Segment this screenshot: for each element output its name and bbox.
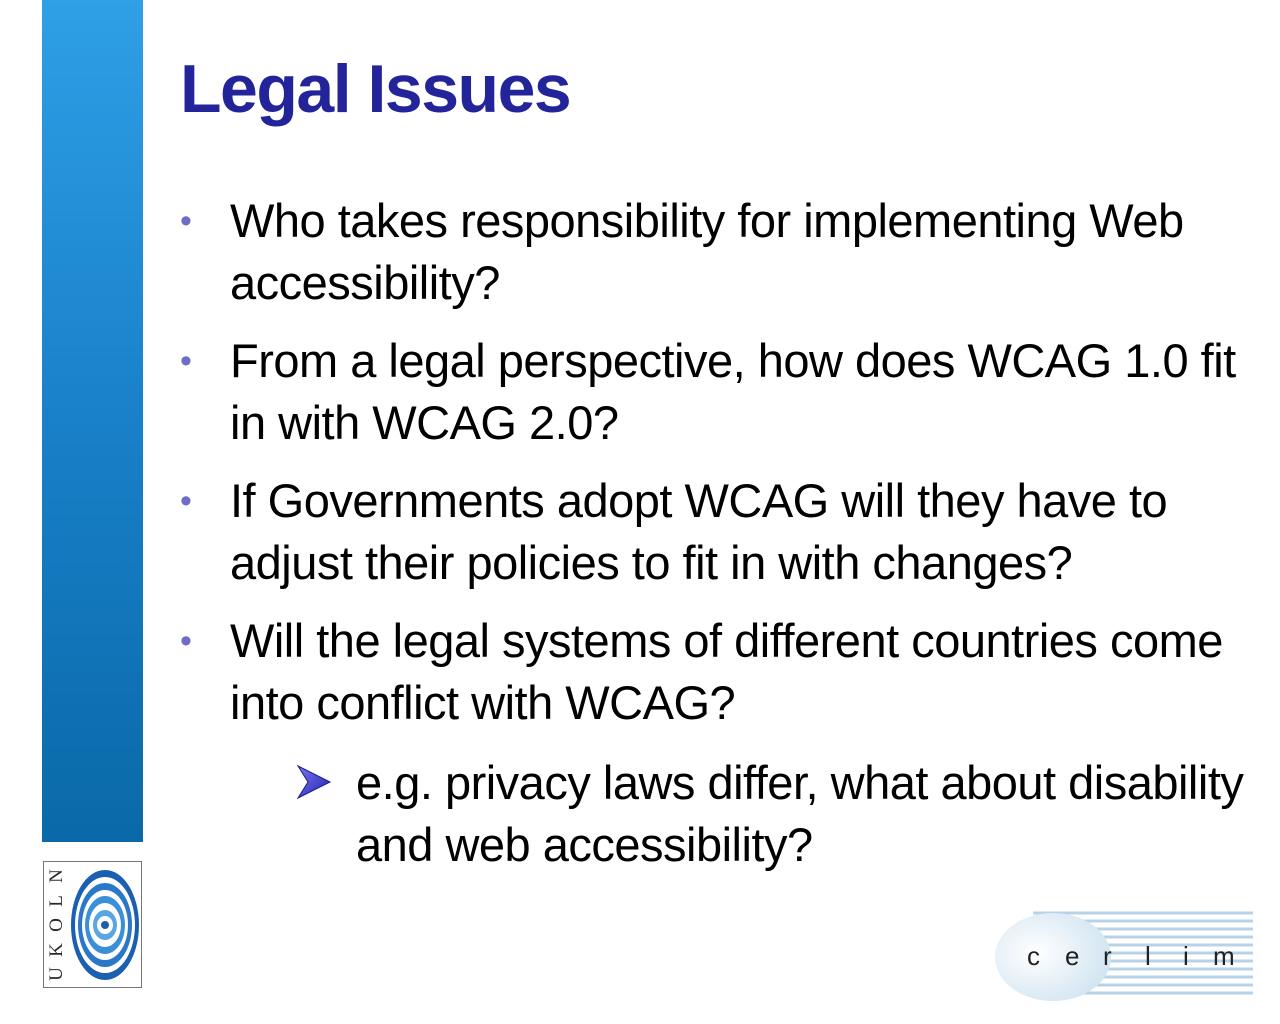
bullet-item <box>180 330 1240 454</box>
ukoln-logo <box>43 861 142 988</box>
bullet-text: From a legal perspective, how does WCAG 1.0 fit in with WCAG 2.0? <box>230 334 1236 449</box>
side-bar <box>42 0 143 842</box>
concentric-eye-icon <box>70 868 140 982</box>
cerlim-letter: c <box>1027 941 1040 971</box>
sub-bullet-text: e.g. privacy laws differ, what about disability and web accessibility? <box>356 756 1244 871</box>
bullet-item <box>180 610 1240 734</box>
slide-title: Legal Issues <box>180 51 571 127</box>
bullet-text: If Governments adopt WCAG will they have to adjust their policies to fit in with changes? <box>230 474 1168 589</box>
bullet-dot-icon: • <box>180 202 192 240</box>
bullet-list <box>180 190 1240 750</box>
bullet-text: Who takes responsibility for implementing Web accessibility? <box>230 194 1184 309</box>
bullet-item <box>180 470 1240 594</box>
bullet-dot-icon: • <box>180 482 192 520</box>
cerlim-letter: m <box>1213 941 1235 971</box>
bullet-dot-icon: • <box>180 342 192 380</box>
bullet-item <box>180 190 1240 314</box>
cerlim-letter: i <box>1183 941 1189 971</box>
bullet-dot-icon: • <box>180 622 192 660</box>
cerlim-letter: e <box>1065 941 1080 971</box>
cerlim-logo <box>993 907 1255 1003</box>
arrow-right-icon <box>296 764 332 800</box>
bullet-text: Will the legal systems of different countries come into conflict with WCAG? <box>230 614 1223 729</box>
cerlim-letter: r <box>1103 941 1112 971</box>
sub-bullet-item <box>296 752 1256 876</box>
cerlim-letter: l <box>1145 941 1151 971</box>
ukoln-wordmark: N L O K U <box>45 869 67 981</box>
